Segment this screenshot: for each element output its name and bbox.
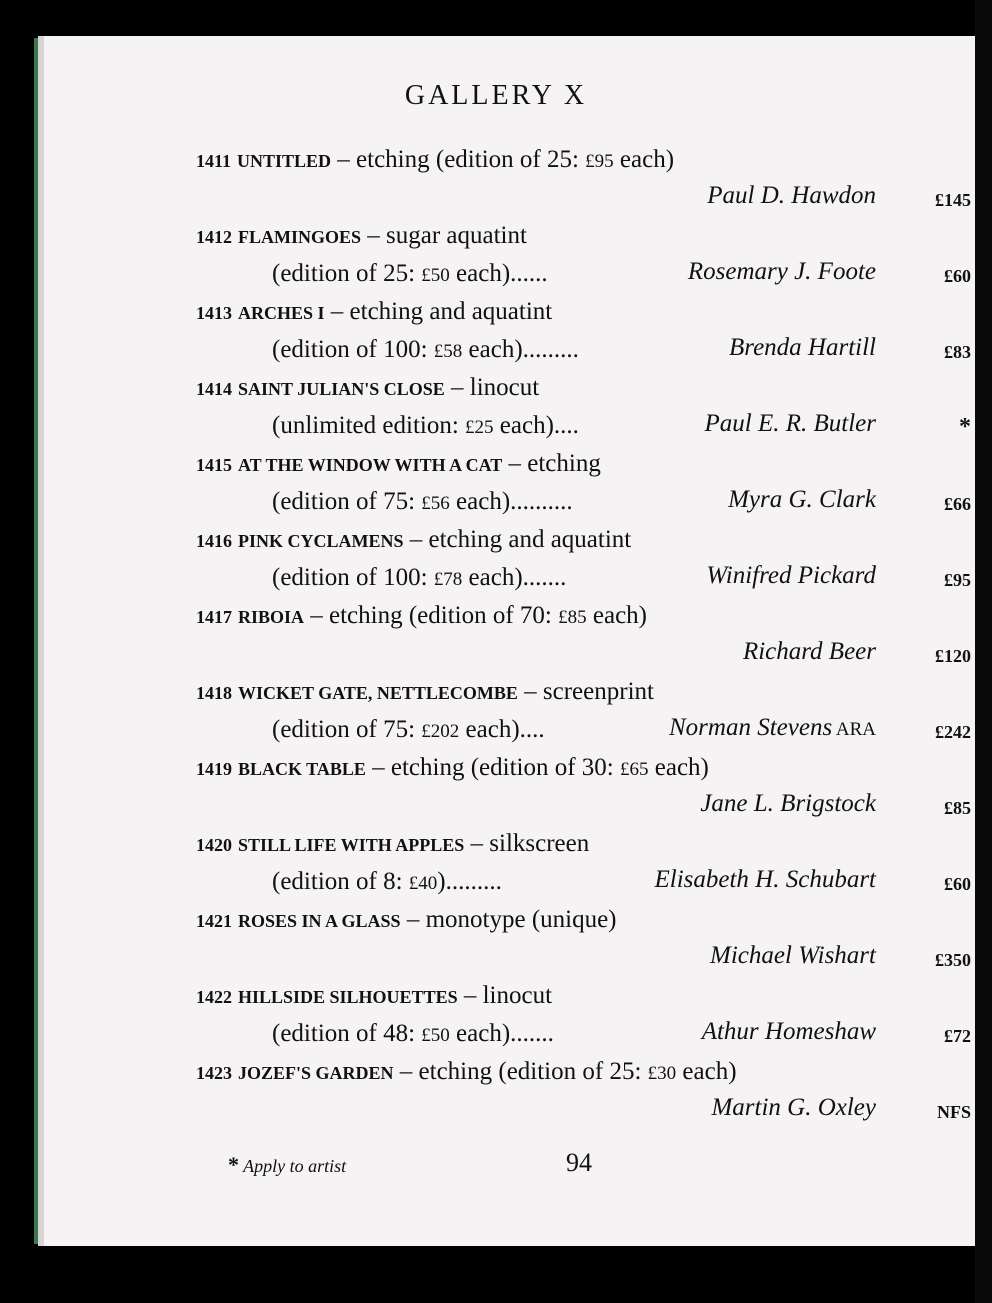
entry-medium: – etching and aquatint (324, 298, 553, 325)
artist-name-text: Richard Beer (742, 638, 876, 665)
edition-price: £95 (585, 151, 614, 172)
price: £60 (944, 266, 971, 286)
entry-number: 1423 (196, 1063, 232, 1083)
edition-tail: each) (586, 602, 648, 629)
artist-name (705, 410, 877, 438)
artist-name (729, 334, 876, 362)
entry-title-line (196, 602, 647, 630)
entry-edition-line (272, 868, 502, 896)
artist-name-text: Norman Stevens (669, 714, 833, 741)
entry-edition-line (272, 260, 548, 288)
edition-tail: )......... (437, 868, 502, 895)
footnote-mark: * (228, 1152, 239, 1177)
price: * (959, 414, 971, 440)
entry-name: BLACK TABLE (238, 759, 366, 779)
entry-title-line (196, 374, 539, 402)
entry-title-line (196, 222, 527, 250)
price: £350 (935, 950, 971, 970)
price: £145 (935, 190, 971, 210)
artist-name-text: Brenda Hartill (729, 334, 876, 361)
entry-edition-line (272, 1020, 554, 1048)
footnote-text: Apply to artist (239, 1156, 347, 1176)
entry-name: HILLSIDE SILHOUETTES (238, 987, 458, 1007)
entry-medium: – linocut (457, 982, 553, 1009)
edition-price: £40 (408, 873, 438, 894)
entry-medium: – monotype (unique) (400, 906, 617, 933)
artist-name-text: Martin G. Oxley (711, 1094, 876, 1121)
edition-price: £56 (421, 493, 450, 514)
entry-title-line (196, 982, 552, 1010)
artist-name-text: Myra G. Clark (728, 486, 876, 513)
price: £95 (944, 570, 971, 590)
entry-edition-line (272, 564, 566, 592)
entry-name: UNTITLED (237, 151, 332, 171)
edition-tail: each).... (493, 412, 579, 439)
edition-label: (unlimited edition: (272, 412, 466, 439)
entry-number: 1422 (196, 987, 232, 1007)
artist-name (711, 1094, 876, 1122)
entry-number: 1412 (196, 227, 232, 247)
entry-number: 1413 (196, 303, 232, 323)
entry-number: 1416 (196, 531, 232, 551)
entry-title-line (196, 678, 654, 706)
page-title: GALLERY X (404, 80, 588, 111)
edition-tail: each) (613, 146, 675, 173)
artist-name (700, 790, 876, 818)
artist-name (710, 942, 876, 970)
artist-name-text: Winifred Pickard (706, 562, 876, 589)
edition-price: £50 (421, 1025, 450, 1046)
entry-number: 1411 (196, 151, 232, 171)
entry-name: PINK CYCLAMENS (238, 531, 404, 551)
edition-tail: each)....... (462, 564, 567, 591)
edition-label: (edition of 75: (272, 488, 422, 515)
entry-title-line (196, 754, 709, 782)
edition-label: (edition of 100: (272, 336, 434, 363)
edition-price: £50 (421, 265, 450, 286)
entry-title-line (196, 1058, 737, 1086)
artist-name-text: Paul D. Hawdon (707, 182, 876, 209)
entry-number: 1414 (196, 379, 232, 399)
entry-name: ROSES IN A GLASS (238, 911, 401, 931)
entry-edition-line (272, 412, 579, 440)
entry-number: 1420 (196, 835, 232, 855)
artist-name (669, 714, 876, 742)
entry-number: 1419 (196, 759, 232, 779)
entry-medium: – screenprint (517, 678, 654, 705)
edition-label: (edition of 48: (272, 1020, 422, 1047)
edition-price: £58 (433, 341, 463, 362)
price: £60 (944, 874, 971, 894)
entry-medium: – silkscreen (464, 830, 590, 857)
entry-medium: – etching and aquatint (403, 526, 632, 553)
entry-title-line (196, 830, 589, 858)
entry-name: SAINT JULIAN'S CLOSE (238, 379, 445, 399)
edition-tail: each).... (459, 716, 545, 743)
entry-medium: – etching (edition of 30: (365, 754, 620, 781)
entry-medium: – sugar aquatint (361, 222, 527, 249)
price: £120 (935, 646, 971, 666)
edition-label: (edition of 25: (272, 260, 422, 287)
price: £85 (944, 798, 971, 818)
edition-price: £65 (620, 759, 649, 780)
artist-name (743, 638, 876, 666)
edition-price: £25 (465, 417, 494, 438)
edition-price: £85 (558, 607, 587, 628)
entry-edition-line (272, 336, 579, 364)
price: NFS (936, 1102, 971, 1122)
footnote (228, 1152, 346, 1178)
edition-price: £78 (433, 569, 463, 590)
entry-title-line (196, 906, 617, 934)
entry-number: 1418 (196, 683, 232, 703)
edition-tail: each)....... (449, 1020, 554, 1047)
entry-name: ARCHES I (238, 303, 325, 323)
artist-name (688, 258, 876, 286)
artist-name-text: Jane L. Brigstock (700, 790, 876, 817)
entry-medium: – linocut (444, 374, 540, 401)
price: £66 (944, 494, 971, 514)
artist-name-text: Athur Homeshaw (701, 1018, 876, 1045)
artist-name (654, 866, 876, 894)
entry-title-line (196, 146, 674, 174)
entry-number: 1421 (196, 911, 232, 931)
edition-label: (edition of 75: (272, 716, 422, 743)
edition-label: (edition of 8: (272, 868, 409, 895)
edition-tail: each)...... (449, 260, 548, 287)
entry-edition-line (272, 716, 545, 744)
entry-title-line (196, 526, 631, 554)
artist-name-text: Rosemary J. Foote (687, 258, 876, 285)
entry-number: 1417 (196, 607, 232, 627)
artist-name (702, 1018, 876, 1046)
edition-label: (edition of 100: (272, 564, 434, 591)
edition-tail: each) (676, 1058, 737, 1085)
artist-name (706, 562, 876, 590)
entry-name: STILL LIFE WITH APPLES (238, 835, 465, 855)
entry-title-line (196, 450, 601, 478)
artist-name (728, 486, 876, 514)
entry-medium: – etching (edition of 70: (304, 602, 559, 629)
edition-tail: each).......... (449, 488, 573, 515)
edition-price: £30 (647, 1063, 677, 1084)
price: £83 (944, 342, 971, 362)
entry-medium: – etching (502, 450, 601, 477)
edition-tail: each) (648, 754, 709, 781)
artist-name-text: Elisabeth H. Schubart (654, 866, 876, 893)
entry-name: WICKET GATE, NETTLECOMBE (238, 683, 518, 703)
entry-medium: – etching (edition of 25: (393, 1058, 648, 1085)
artist-name-text: Paul E. R. Butler (704, 410, 876, 437)
page-right-edge (975, 0, 992, 1303)
edition-tail: each)......... (462, 336, 579, 363)
price: £242 (935, 722, 971, 742)
entry-title-line (196, 298, 552, 326)
entry-name: JOZEF'S GARDEN (238, 1063, 394, 1083)
artist-name (707, 182, 876, 210)
entry-name: AT THE WINDOW WITH A CAT (238, 455, 503, 475)
entry-number: 1415 (196, 455, 232, 475)
entry-medium: – etching (edition of 25: (331, 146, 586, 173)
entry-edition-line (272, 488, 573, 516)
page-number: 94 (566, 1148, 592, 1177)
edition-price: £202 (421, 721, 460, 742)
entry-name: RIBOIA (238, 607, 305, 627)
entry-name: FLAMINGOES (238, 227, 362, 247)
price: £72 (944, 1026, 971, 1046)
artist-suffix: ARA (832, 719, 876, 740)
artist-name-text: Michael Wishart (710, 942, 876, 969)
